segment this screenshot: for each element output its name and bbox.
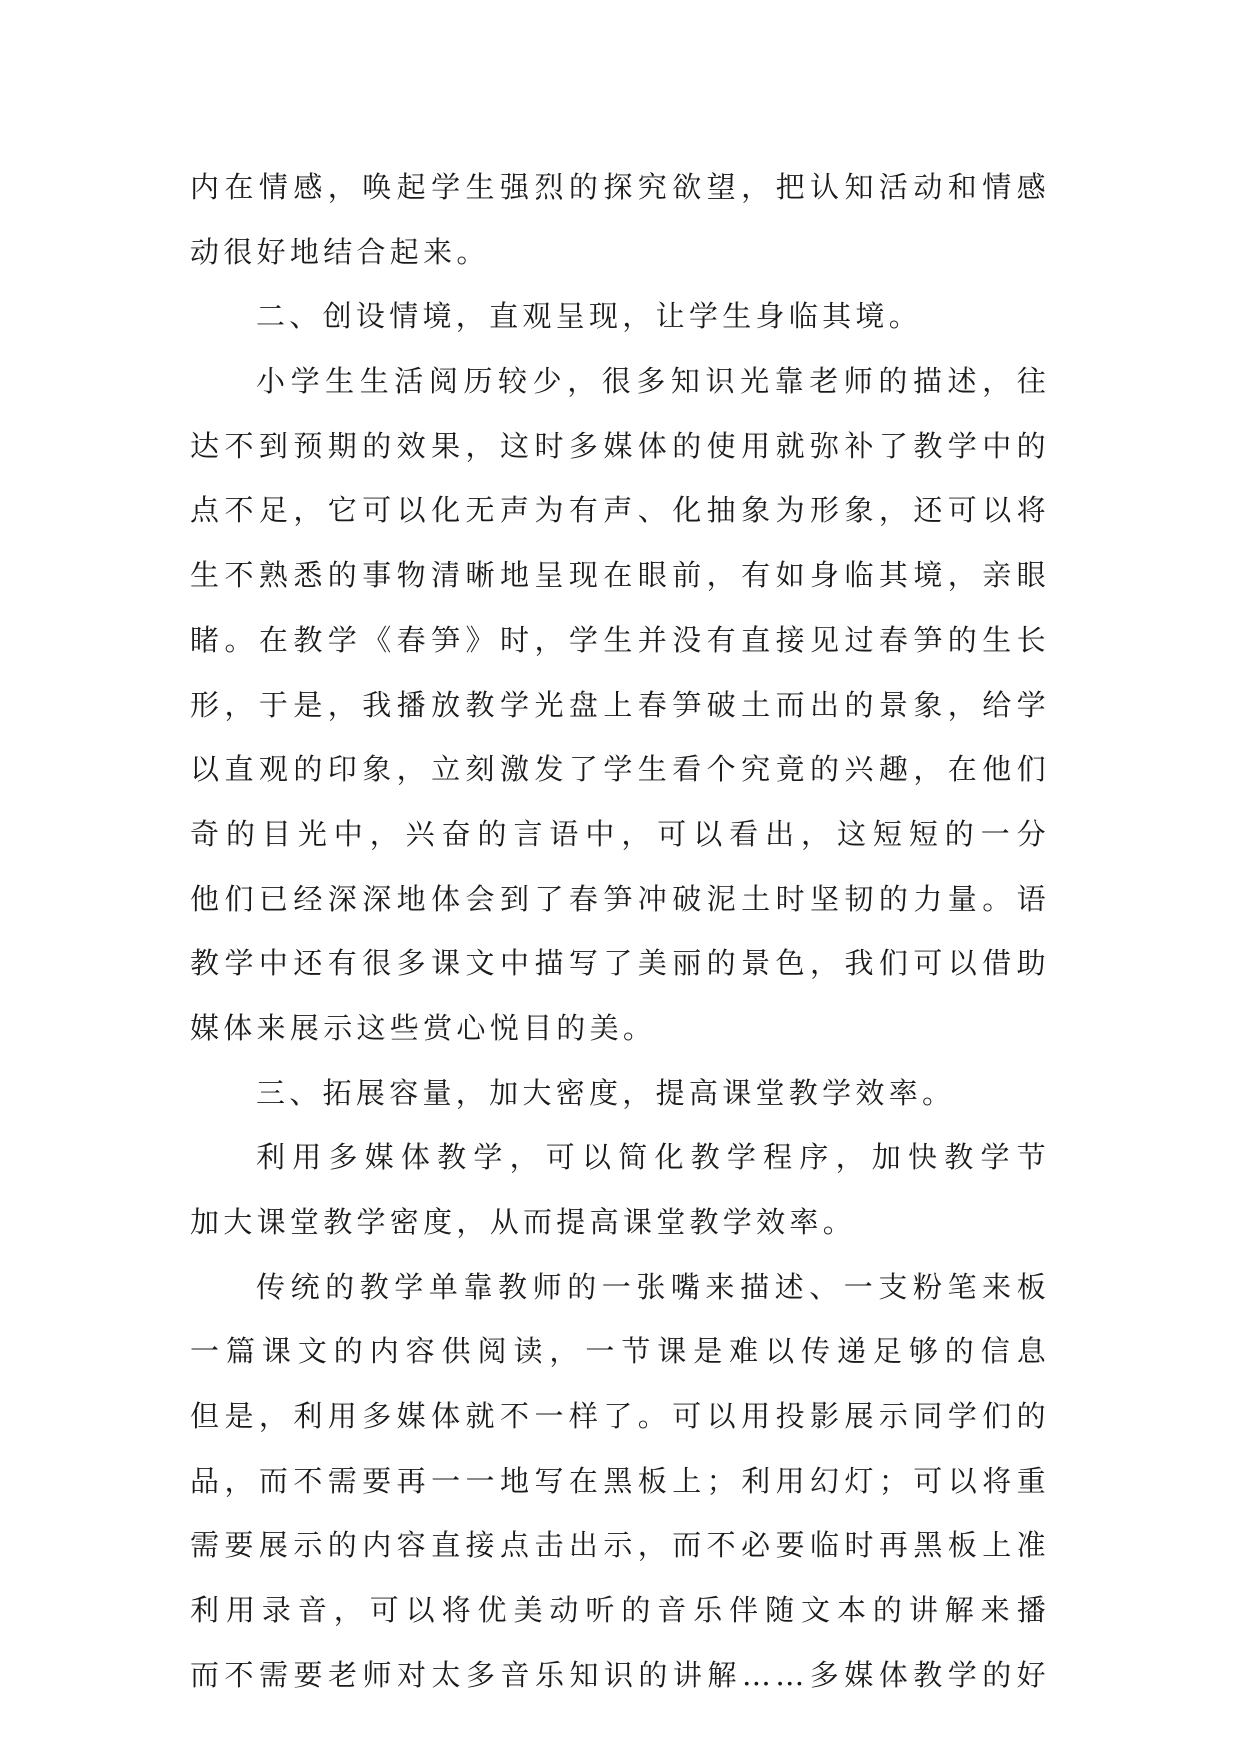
text-line: 形，于是，我播放教学光盘上春笋破土而出的景象，给学 bbox=[190, 687, 1050, 722]
text-line: 三、拓展容量，加大密度，提高课堂教学效率。 bbox=[256, 1075, 956, 1110]
text-line: 一篇课文的内容供阅读，一节课是难以传递足够的信息 bbox=[190, 1334, 1050, 1369]
text-line: 传统的教学单靠教师的一张嘴来描述、一支粉笔来板 bbox=[256, 1269, 1050, 1304]
text-line: 利用录音，可以将优美动听的音乐伴随文本的讲解来播 bbox=[190, 1593, 1050, 1628]
text-line: 媒体来展示这些赏心悦目的美。 bbox=[190, 1010, 657, 1045]
text-line: 内在情感，唤起学生强烈的探究欲望，把认知活动和情感 bbox=[190, 170, 1050, 204]
text-line: 二、创设情境，直观呈现，让学生身临其境。 bbox=[256, 299, 923, 334]
text-line: 奇的目光中，兴奋的言语中，可以看出，这短短的一分 bbox=[190, 816, 1050, 851]
text-line: 品，而不需要再一一地写在黑板上；利用幻灯；可以将重 bbox=[190, 1463, 1050, 1498]
body-text bbox=[190, 155, 1050, 1708]
text-line: 生不熟悉的事物清晰地呈现在眼前，有如身临其境，亲眼 bbox=[190, 558, 1050, 593]
text-line: 教学中还有很多课文中描写了美丽的景色，我们可以借助 bbox=[190, 946, 1050, 981]
text-line: 而不需要老师对太多音乐知识的讲解……多媒体教学的好 bbox=[190, 1657, 1050, 1692]
text-line: 但是，利用多媒体就不一样了。可以用投影展示同学们的 bbox=[190, 1399, 1050, 1434]
text-line: 需要展示的内容直接点击出示，而不必要临时再黑板上准 bbox=[190, 1528, 1050, 1563]
text-line: 他们已经深深地体会到了春笋冲破泥土时坚韧的力量。语 bbox=[190, 881, 1050, 916]
text-line: 以直观的印象，立刻激发了学生看个究竟的兴趣，在他们 bbox=[190, 752, 1050, 787]
text-line: 睹。在教学《春笋》时，学生并没有直接见过春笋的生长 bbox=[190, 622, 1050, 657]
text-line: 达不到预期的效果，这时多媒体的使用就弥补了教学中的 bbox=[190, 428, 1050, 463]
text-line: 小学生生活阅历较少，很多知识光靠老师的描述，往 bbox=[256, 364, 1050, 399]
text-line: 点不足，它可以化无声为有声、化抽象为形象，还可以将 bbox=[190, 493, 1050, 528]
text-line: 利用多媒体教学，可以简化教学程序，加快教学节 bbox=[256, 1140, 1050, 1175]
text-line: 加大课堂教学密度，从而提高课堂教学效率。 bbox=[190, 1205, 857, 1239]
text-line: 动很好地结合起来。 bbox=[190, 234, 490, 269]
